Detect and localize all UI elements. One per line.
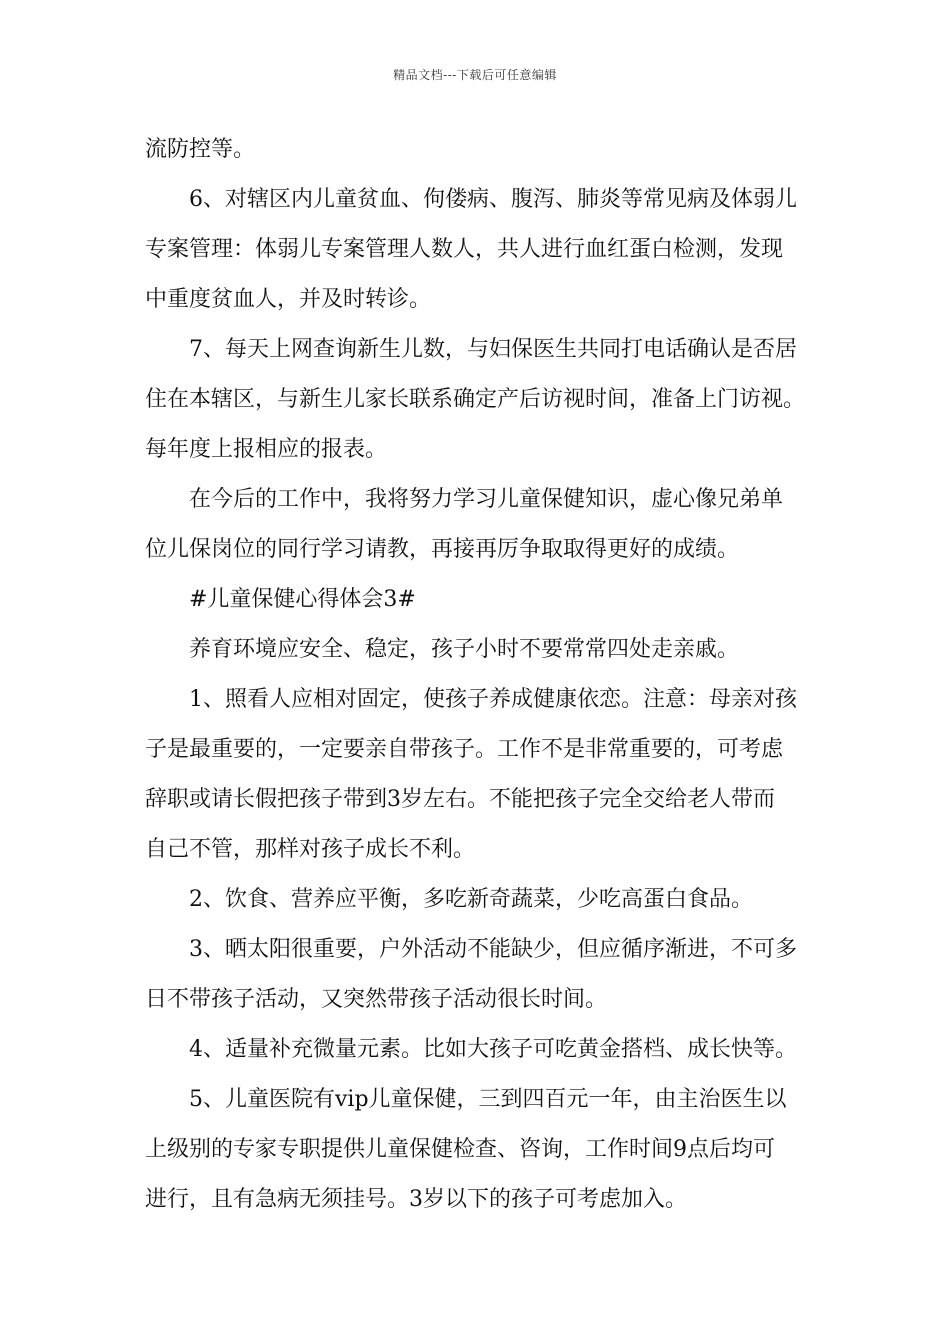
text-line: 在今后的工作中，我将努力学习儿童保健知识，虚心像兄弟单 [189, 487, 784, 512]
text-line: 辞职或请长假把孩子带到3岁左右。不能把孩子完全交给老人带而 [145, 787, 775, 812]
text-line: 中重度贫血人，并及时转诊。 [145, 287, 432, 312]
text-line: 6、对辖区内儿童贫血、佝偻病、腹泻、肺炎等常见病及体弱儿 [189, 187, 797, 212]
section-heading: #儿童保健心得体会3# [189, 587, 416, 612]
text-line: 位儿保岗位的同行学习请教，再接再厉争取取得更好的成绩。 [145, 537, 740, 562]
text-line: 2、饮食、营养应平衡，多吃新奇蔬菜，少吃高蛋白食品。 [189, 887, 753, 912]
text-line: 上级别的专家专职提供儿童保健检查、咨询，工作时间9点后均可 [145, 1137, 775, 1162]
text-line: 流防控等。 [145, 137, 256, 162]
text-line: 7、每天上网查询新生儿数，与妇保医生共同打电话确认是否居 [189, 337, 797, 362]
text-line: 每年度上报相应的报表。 [145, 437, 388, 462]
text-line: 进行，且有急病无须挂号。3岁以下的孩子可考虑加入。 [145, 1187, 687, 1212]
page-header: 精品文档---下载后可任意编辑 [393, 68, 557, 82]
text-line: 5、儿童医院有vip儿童保健，三到四百元一年，由主治医生以 [189, 1087, 787, 1112]
text-line: 日不带孩子活动，又突然带孩子活动很长时间。 [145, 987, 608, 1012]
text-line: 专案管理：体弱儿专案管理人数人，共人进行血红蛋白检测，发现 [145, 237, 784, 262]
text-line: 养育环境应安全、稳定，孩子小时不要常常四处走亲戚。 [189, 637, 740, 662]
text-line: 1、照看人应相对固定，使孩子养成健康依恋。注意：母亲对孩 [189, 687, 797, 712]
text-line: 自己不管，那样对孩子成长不利。 [145, 837, 476, 862]
text-line: 3、晒太阳很重要，户外活动不能缺少，但应循序渐进，不可多 [189, 937, 797, 962]
text-line: 住在本辖区，与新生儿家长联系确定产后访视时间，准备上门访视。 [145, 387, 806, 412]
text-line: 子是最重要的，一定要亲自带孩子。工作不是非常重要的，可考虑 [145, 737, 784, 762]
text-line: 4、适量补充微量元素。比如大孩子可吃黄金搭档、成长快等。 [189, 1037, 797, 1062]
